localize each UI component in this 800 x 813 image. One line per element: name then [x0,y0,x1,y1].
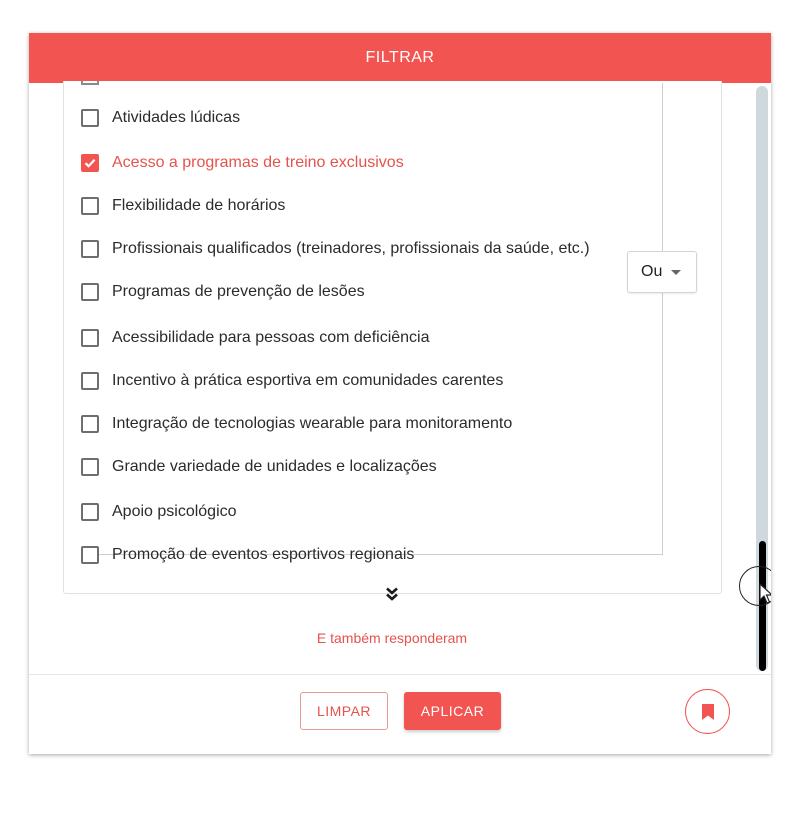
checkbox[interactable] [81,503,99,521]
option-label: Grande variedade de unidades e localizações [112,458,437,475]
checkbox[interactable] [81,415,99,433]
bookmark-button[interactable] [685,689,730,734]
double-chevron-down-icon[interactable] [383,585,401,603]
partial-checkbox [81,81,99,85]
option-label: Programas de prevenção de lesões [112,283,365,300]
checkbox[interactable] [81,458,99,476]
check-icon [83,156,97,170]
checkbox[interactable] [81,197,99,215]
option-item[interactable] [81,106,240,130]
checkbox[interactable] [81,546,99,564]
option-label: Acessibilidade para pessoas com deficiência [112,329,430,346]
option-label: Flexibilidade de horários [112,197,286,214]
option-label: Apoio psicológico [112,503,237,520]
bookmark-icon [701,703,715,721]
option-label: Acesso a programas de treino exclusivos [112,154,404,171]
checkbox-checked[interactable] [81,154,99,172]
apply-button[interactable]: APLICAR [404,692,501,730]
option-label: Atividades lúdicas [112,109,241,126]
option-item[interactable] [81,194,285,218]
caret-down-icon [671,270,681,275]
modal-title: FILTRAR [365,49,435,66]
option-label: Incentivo à prática esportiva em comunidades carentes [112,372,504,389]
option-label: Integração de tecnologias wearable para monitoramento [112,415,513,432]
option-item[interactable] [81,326,430,350]
option-item[interactable] [81,543,414,567]
option-item[interactable] [81,280,365,304]
logic-select[interactable] [627,251,697,293]
option-item[interactable] [81,151,404,175]
clear-button[interactable]: LIMPAR [300,692,388,730]
option-item[interactable] [81,369,503,393]
scrollbar-thumb[interactable] [759,541,766,671]
checkbox[interactable] [81,240,99,258]
option-item[interactable] [81,412,512,436]
option-label: Profissionais qualificados (treinadores, profissionais da saúde, etc.) [112,240,590,257]
also-answered-link[interactable]: E também responderam [316,630,468,646]
option-item[interactable] [81,500,237,524]
option-item[interactable] [81,237,590,261]
footer-divider [29,674,771,675]
option-item[interactable] [81,455,437,479]
filter-modal [29,33,771,754]
logic-select-value: Ou [641,263,663,280]
checkbox[interactable] [81,283,99,301]
option-label: Promoção de eventos esportivos regionais [112,546,415,563]
modal-header [29,33,771,83]
checkbox[interactable] [81,109,99,127]
mouse-cursor-icon [759,583,771,605]
checkbox[interactable] [81,372,99,390]
checkbox[interactable] [81,329,99,347]
